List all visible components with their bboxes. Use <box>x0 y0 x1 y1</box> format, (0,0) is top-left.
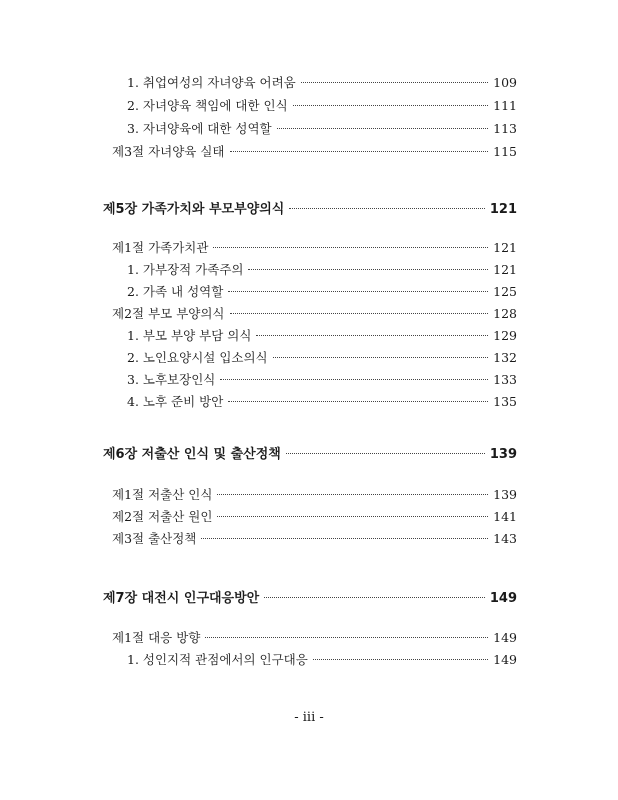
toc-entry-title: 3. 자녀양육에 대한 성역할 <box>127 121 272 136</box>
leader-dots <box>273 357 489 358</box>
leader-dots <box>313 659 488 660</box>
chapter-title: 제7장 대전시 인구대응방안 <box>103 591 260 606</box>
chapter-page: 139 <box>489 447 517 462</box>
toc-chapter[interactable] <box>103 202 517 218</box>
chapter-page: 149 <box>489 591 517 606</box>
leader-dots <box>220 379 488 380</box>
toc-entry-title: 1. 가부장적 가족주의 <box>127 262 244 277</box>
toc-chapter[interactable] <box>103 591 517 607</box>
toc-entry[interactable] <box>127 121 517 137</box>
toc-entry[interactable] <box>127 394 517 410</box>
toc-entry-page: 115 <box>493 144 517 159</box>
leader-dots <box>289 208 485 209</box>
toc-entry-title: 제3절 출산정책 <box>112 531 197 546</box>
toc-entry[interactable] <box>127 350 517 366</box>
toc-entry-page: 129 <box>493 328 517 343</box>
toc-chapter[interactable] <box>103 447 517 463</box>
toc-entry-title: 제3절 자녀양육 실태 <box>112 144 225 159</box>
toc-entry-page: 143 <box>493 531 517 546</box>
toc-entry-title: 제2절 부모 부양의식 <box>112 306 225 321</box>
toc-entry-page: 121 <box>493 262 517 277</box>
chapter-title: 제5장 가족가치와 부모부양의식 <box>103 202 285 217</box>
toc-entry[interactable] <box>127 284 517 300</box>
toc-entry-title: 제2절 저출산 원인 <box>112 509 213 524</box>
toc-entry-page: 109 <box>493 75 517 90</box>
toc-entry-page: 113 <box>493 121 517 136</box>
leader-dots <box>205 637 488 638</box>
chapter-title: 제6장 저출산 인식 및 출산정책 <box>103 447 281 462</box>
toc-entry-page: 121 <box>493 240 517 255</box>
toc-entry[interactable] <box>127 75 517 91</box>
toc-entry[interactable] <box>112 306 517 322</box>
toc-entry-title: 1. 성인지적 관점에서의 인구대응 <box>127 652 308 667</box>
leader-dots <box>230 151 489 152</box>
toc-entry-page: 132 <box>493 350 517 365</box>
leader-dots <box>228 401 488 402</box>
leader-dots <box>228 291 488 292</box>
leader-dots <box>301 82 488 83</box>
toc-entry[interactable] <box>127 262 517 278</box>
toc-entry-title: 2. 가족 내 성역할 <box>127 284 224 299</box>
leader-dots <box>217 494 488 495</box>
toc-entry-title: 1. 부모 부양 부담 의식 <box>127 328 252 343</box>
toc-entry-page: 149 <box>493 630 517 645</box>
toc-entry[interactable] <box>127 328 517 344</box>
leader-dots <box>264 597 485 598</box>
leader-dots <box>230 313 489 314</box>
toc-entry-title: 2. 자녀양육 책임에 대한 인식 <box>127 98 288 113</box>
page-number: - iii - <box>294 710 324 725</box>
leader-dots <box>256 335 488 336</box>
leader-dots <box>217 516 488 517</box>
toc-entry[interactable] <box>112 144 517 160</box>
toc-entry[interactable] <box>127 372 517 388</box>
leader-dots <box>201 538 488 539</box>
toc-entry[interactable] <box>112 531 517 547</box>
toc-entry-title: 3. 노후보장인식 <box>127 372 216 387</box>
leader-dots <box>248 269 488 270</box>
toc-entry[interactable] <box>127 652 517 668</box>
toc-entry-title: 1. 취업여성의 자녀양육 어려움 <box>127 75 296 90</box>
toc-entry-title: 4. 노후 준비 방안 <box>127 394 224 409</box>
toc-entry-title: 제1절 대응 방향 <box>112 630 201 645</box>
toc-entry-page: 139 <box>493 487 517 502</box>
chapter-page: 121 <box>489 202 517 217</box>
leader-dots <box>213 247 488 248</box>
leader-dots <box>293 105 488 106</box>
toc-entry-title: 제1절 가족가치관 <box>112 240 209 255</box>
toc-entry-page: 128 <box>493 306 517 321</box>
leader-dots <box>277 128 489 129</box>
toc-entry-page: 141 <box>493 509 517 524</box>
toc-entry[interactable] <box>112 240 517 256</box>
toc-entry-page: 149 <box>493 652 517 667</box>
toc-entry-page: 111 <box>493 98 517 113</box>
toc-entry[interactable] <box>112 630 517 646</box>
leader-dots <box>286 453 485 454</box>
toc-entry-page: 125 <box>493 284 517 299</box>
toc-entry-page: 133 <box>493 372 517 387</box>
toc-entry[interactable] <box>112 509 517 525</box>
toc-entry-title: 제1절 저출산 인식 <box>112 487 213 502</box>
toc-entry-page: 135 <box>493 394 517 409</box>
toc-entry[interactable] <box>112 487 517 503</box>
toc-entry[interactable] <box>127 98 517 114</box>
toc-entry-title: 2. 노인요양시설 입소의식 <box>127 350 268 365</box>
